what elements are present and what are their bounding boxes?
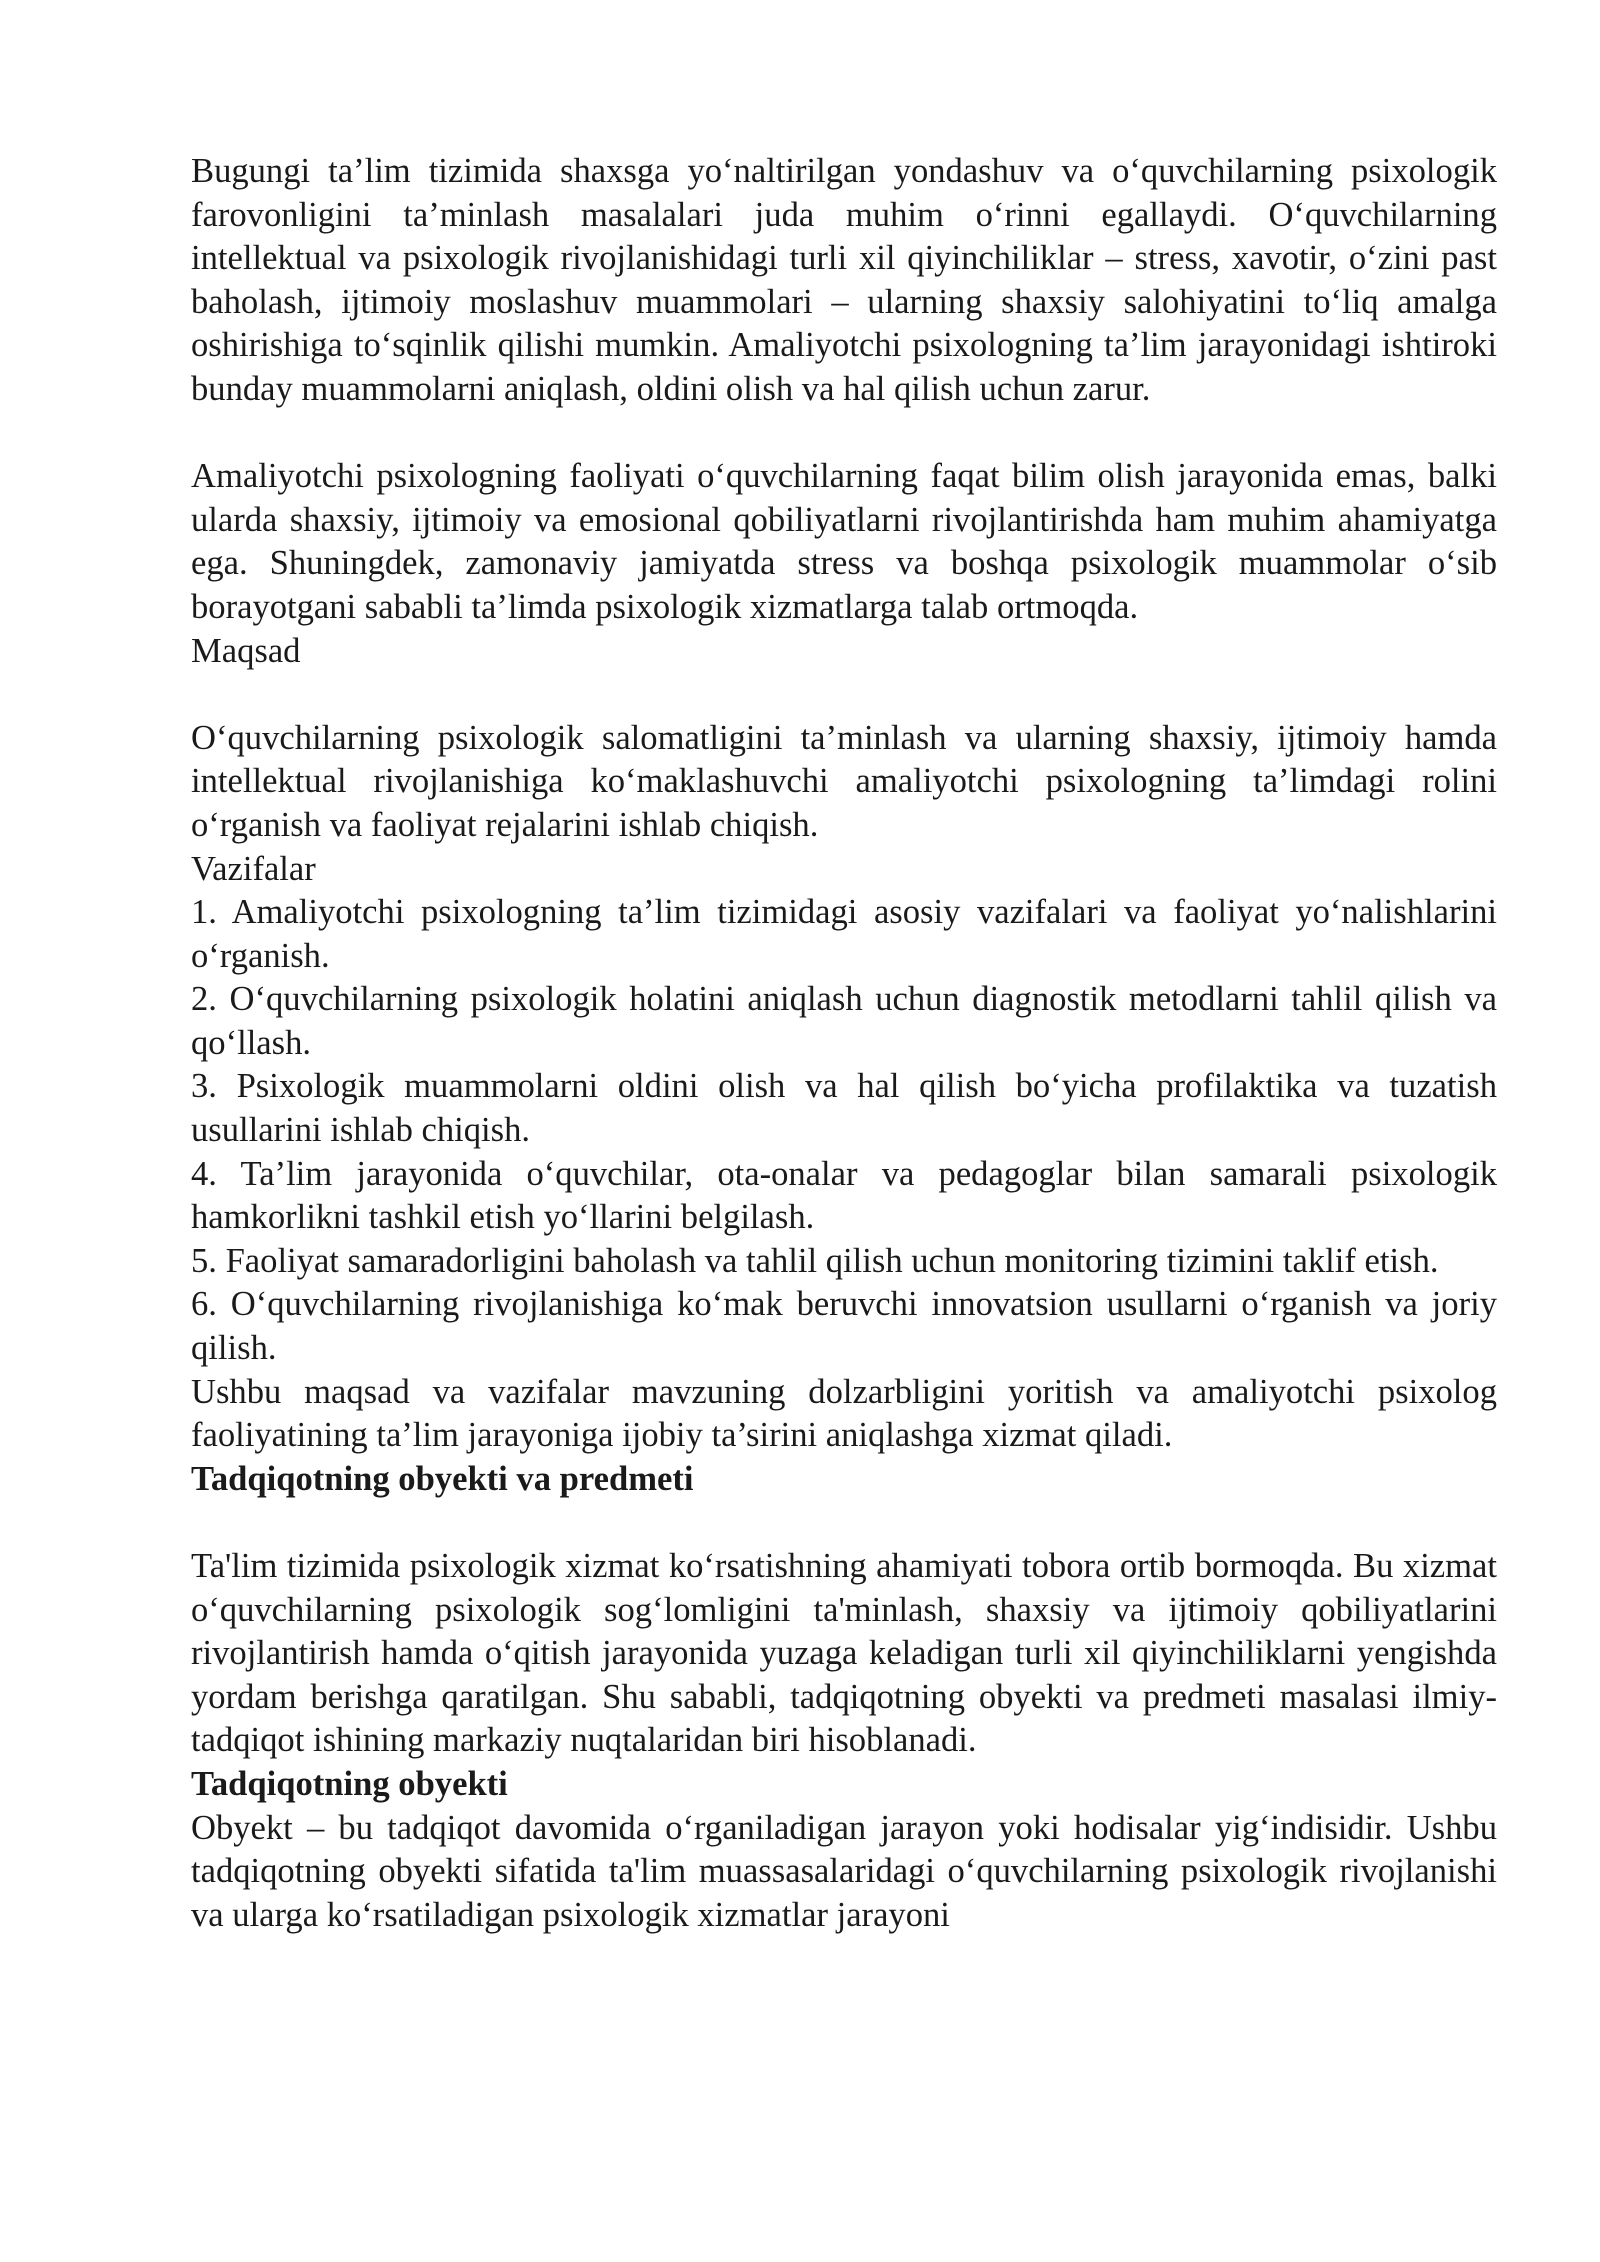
obyekt-heading: Tadqiqotning obyekti bbox=[191, 1764, 508, 1803]
obyekt-predmet-text: Ta'lim tizimida psixologik xizmat ko‘rsatishning ahamiyati tobora ortib bormoqda. Bu xizmat o‘quvchilarning psixologik sog‘lomligini ta'minlash, shaxsiy va ijtimoiy qobiliyatlarini rivojlantirish hamda o‘qitish jarayonida yuzaga keladigan turli xil qiyinchiliklarni yengishda yordam berishga qaratilgan. Shu sababli, tadqiqotning obyekti va predmeti masalasi ilmiy-tadqiqot ishining markaziy nuqtalaridan biri hisoblanadi. bbox=[191, 1547, 1497, 1760]
vazifa-item-5: 5. Faoliyat samaradorligini baholash va tahlil qilish uchun monitoring tizimini taklif etish. bbox=[191, 1241, 1439, 1280]
intro-paragraph-2: Amaliyotchi psixologning faoliyati o‘quvchilarning faqat bilim olish jarayonida emas, balki ularda shaxsiy, ijtimoiy va emosional qobiliyatlarni rivojlantirishda ham muhim ahamiyatga ega. Shuningdek, zamonaviy jamiyatda stress va boshqa psixologik muammolar o‘sib borayotgani sababli ta’limda psixologik xizmatlarga talab ortmoqda. bbox=[191, 457, 1497, 626]
vazifa-item-1: 1. Amaliyotchi psixologning ta’lim tizimidagi asosiy vazifalari va faoliyat yo‘nalishlarini o‘rganish. bbox=[191, 893, 1497, 975]
maqsad-heading: Maqsad bbox=[191, 631, 301, 670]
paragraph-spacer bbox=[191, 412, 1497, 456]
document-page bbox=[191, 150, 1497, 1937]
vazifa-item-2: 2. O‘quvchilarning psixologik holatini aniqlash uchun diagnostik metodlarni tahlil qilish va qo‘llash. bbox=[191, 980, 1497, 1062]
intro-paragraph-1: Bugungi ta’lim tizimida shaxsga yo‘naltirilgan yondashuv va o‘quvchilarning psixologik farovonligini ta’minlash masalalari juda muhim o‘rinni egallaydi. O‘quvchilarning intellektual va psixologik rivojlanishidagi turli xil qiyinchiliklar – stress, xavotir, o‘zini past baholash, ijtimoiy moslashuv muammolari – ularning shaxsiy salohiyatini to‘liq amalga oshirishiga to‘sqinlik qilishi mumkin. Amaliyotchi psixologning ta’lim jarayonidagi ishtiroki bunday muammolarni aniqlash, oldini olish va hal qilish uchun zarur. bbox=[191, 152, 1497, 408]
vazifalar-summary: Ushbu maqsad va vazifalar mavzuning dolzarbligini yoritish va amaliyotchi psixolog faoliyatining ta’lim jarayoniga ijobiy ta’sirini aniqlashga xizmat qiladi. bbox=[191, 1372, 1497, 1455]
vazifa-item-4: 4. Ta’lim jarayonida o‘quvchilar, ota-onalar va pedagoglar bilan samarali psixologik hamkorlikni tashkil etish yo‘llarini belgilash. bbox=[191, 1154, 1497, 1237]
maqsad-text: O‘quvchilarning psixologik salomatligini ta’minlash va ularning shaxsiy, ijtimoiy hamda intellektual rivojlanishiga ko‘maklashuvchi amaliyotchi psixologning ta’limdagi rolini o‘rganish va faoliyat rejalarini ishlab chiqish. bbox=[191, 718, 1497, 844]
paragraph-spacer bbox=[191, 1501, 1497, 1545]
vazifalar-heading: Vazifalar bbox=[191, 849, 316, 888]
obyekt-predmet-heading: Tadqiqotning obyekti va predmeti bbox=[191, 1459, 694, 1498]
paragraph-spacer bbox=[191, 673, 1497, 717]
obyekt-text: Obyekt – bu tadqiqot davomida o‘rganiladigan jarayon yoki hodisalar yig‘indisidir. Ushbu tadqiqotning obyekti sifatida ta'lim muassasalaridagi o‘quvchilarning psixologik rivojlanishi va ularga ko‘rsatiladigan psixologik xizmatlar jarayoni bbox=[191, 1808, 1497, 1934]
vazifa-item-6: 6. O‘quvchilarning rivojlanishiga ko‘mak beruvchi innovatsion usullarni o‘rganish va joriy qilish. bbox=[191, 1285, 1497, 1368]
vazifa-item-3: 3. Psixologik muammolarni oldini olish va hal qilish bo‘yicha profilaktika va tuzatish usullarini ishlab chiqish. bbox=[191, 1067, 1497, 1150]
